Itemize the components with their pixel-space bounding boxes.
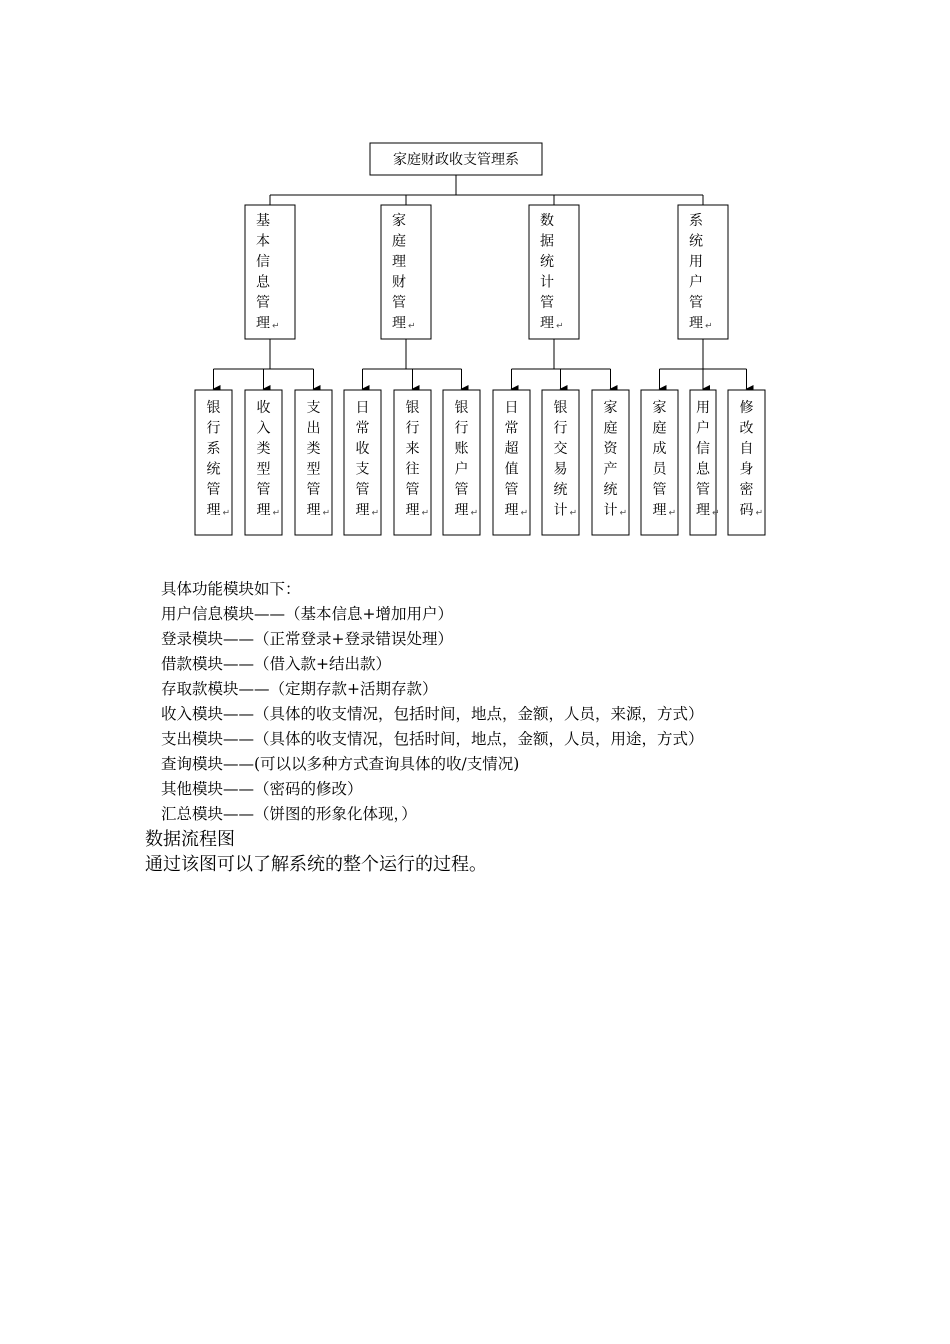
leaf-3-2-label-char: 计 (553, 502, 568, 519)
leaf-2-2-label-char: 管 (405, 482, 420, 498)
leaf-1-2-label-char: 类 (256, 441, 271, 457)
leaf-3-2-label-char: 行 (553, 420, 568, 437)
leaf-1-3-label-char: 类 (306, 441, 321, 457)
leaf-1-3-label-char: 型 (306, 461, 321, 478)
leaf-4-2-label-char: 户 (696, 420, 710, 437)
leaf-1-1-label-char: 统 (206, 461, 221, 478)
leaf-4-1-label-char: 员 (652, 461, 667, 478)
group-4-label-char: 统 (689, 233, 703, 250)
leaf-4-1-label-char: 家 (652, 400, 667, 416)
group-4-label-char: 管 (689, 295, 703, 311)
leaf-2-3-label-char: 户 (454, 461, 469, 478)
module-line-4: 存取款模块——（定期存款+活期存款） (161, 680, 438, 698)
group-4-label-char: 用 (689, 254, 703, 270)
leaf-1-1-label-char: 管 (206, 482, 221, 498)
group-3-label-char: 管 (540, 295, 554, 311)
group-3-box (529, 205, 579, 339)
module-line-3: 借款模块——（借入款+结出款） (161, 655, 391, 673)
leaf-4-3-label-char: 修 (739, 400, 754, 416)
leaf-3-2-label-paragraph-mark: ↵ (569, 508, 578, 519)
leaf-3-1-label-char: 理 (504, 502, 519, 519)
leaf-3-1-label-char: 管 (504, 482, 519, 498)
module-line-1: 用户信息模块——（基本信息+增加用户） (161, 605, 453, 623)
leaf-4-3-label-char: 码 (739, 502, 754, 519)
leaf-2-1-label-paragraph-mark: ↵ (371, 508, 380, 519)
leaf-3-1-label-char: 常 (504, 420, 519, 437)
leaf-3-2-label-char: 交 (553, 441, 568, 457)
leaf-4-2-label-char: 信 (696, 441, 710, 457)
group-3-label-char: 据 (540, 233, 554, 250)
leaf-4-1-label-char: 庭 (652, 420, 667, 437)
leaf-3-3-label-paragraph-mark: ↵ (619, 508, 628, 519)
group-3-label-char: 数 (540, 213, 554, 229)
group-1-box (245, 205, 295, 339)
leaf-4-1-label-char: 管 (652, 482, 667, 498)
leaf-3-2-label-char: 银 (553, 400, 568, 416)
leaf-2-2-label-paragraph-mark: ↵ (421, 508, 430, 519)
leaf-1-3-label-char: 出 (306, 420, 321, 437)
leaf-3-3-label-char: 家 (603, 400, 618, 416)
leaf-2-1-label-char: 收 (355, 441, 370, 457)
group-1-label-char: 本 (256, 233, 270, 250)
leaf-1-2-label-char: 管 (256, 482, 271, 498)
leaf-1-2-label-char: 型 (256, 461, 271, 478)
module-line-6: 支出模块——（具体的收支情况，包括时间，地点，金额，人员，用途，方式） (161, 730, 704, 748)
leaf-3-1-label-paragraph-mark: ↵ (520, 508, 529, 519)
group-4-label-char: 系 (689, 213, 703, 229)
leaf-4-2-label-paragraph-mark: ↵ (712, 508, 720, 519)
leaf-2-1-label-char: 支 (355, 461, 370, 478)
leaf-2-2-label-char: 往 (405, 461, 420, 478)
group-1-label-char: 管 (256, 295, 270, 311)
group-4-label-char: 户 (689, 274, 703, 291)
leaf-4-2-label-char: 管 (696, 482, 710, 498)
leaf-1-3-label-paragraph-mark: ↵ (322, 508, 331, 519)
group-4-label-paragraph-mark: ↵ (705, 321, 713, 332)
leaf-4-3-label-paragraph-mark: ↵ (755, 508, 764, 519)
group-2-box (381, 205, 431, 339)
group-3-label-char: 计 (540, 274, 554, 291)
leaf-1-2-label-char: 理 (256, 502, 271, 519)
group-2-label-char: 家 (392, 213, 406, 229)
leaf-1-2-label-char: 收 (256, 400, 271, 416)
leaf-2-3-label-char: 管 (454, 482, 469, 498)
group-4-box (678, 205, 728, 339)
leaf-4-2-label-char: 理 (696, 502, 710, 519)
leaf-1-1-label-char: 行 (206, 420, 221, 437)
leaf-3-3-label-char: 统 (603, 482, 618, 498)
leaf-4-1-label-char: 理 (652, 502, 667, 519)
leaf-3-1-label-char: 日 (504, 400, 519, 416)
leaf-3-3-label-char: 产 (603, 461, 618, 478)
leaf-2-1-label-char: 常 (355, 420, 370, 437)
group-2-label-paragraph-mark: ↵ (408, 321, 416, 332)
leaf-2-3-label-paragraph-mark: ↵ (470, 508, 479, 519)
group-1-label-char: 息 (256, 274, 270, 291)
module-line-2: 登录模块——（正常登录+登录错误处理） (161, 630, 453, 648)
module-line-7: 查询模块——(可以以多种方式查询具体的收/支情况) (161, 755, 520, 773)
group-2-label-char: 管 (392, 295, 406, 311)
leaf-2-2-label-char: 来 (405, 441, 420, 457)
leaf-1-1-label-char: 银 (206, 400, 221, 416)
leaf-3-2-label-char: 易 (553, 461, 568, 478)
group-2-label-char: 庭 (392, 233, 406, 250)
leaf-4-3-label-char: 自 (739, 441, 754, 457)
leaf-2-3-label-char: 理 (454, 502, 469, 519)
leaf-2-2-label-char: 理 (405, 502, 420, 519)
leaf-1-3-label-char: 管 (306, 482, 321, 498)
leaf-3-3-label-char: 庭 (603, 420, 618, 437)
group-3-label-char: 理 (540, 315, 554, 332)
module-line-9: 汇总模块——（饼图的形象化体现，） (161, 805, 417, 823)
leaf-1-2-label-char: 入 (256, 420, 271, 437)
leaf-4-3-label-char: 身 (739, 461, 754, 478)
leaf-4-3-label-char: 密 (739, 482, 754, 498)
group-1-label-char: 基 (256, 213, 270, 229)
leaf-3-3-label-char: 计 (603, 502, 618, 519)
leaf-4-2-label-char: 息 (696, 461, 710, 478)
group-3-label-char: 统 (540, 254, 554, 270)
module-line-8: 其他模块——（密码的修改） (161, 780, 363, 798)
leaf-1-3-label-char: 理 (306, 502, 321, 519)
leaf-2-1-label-char: 日 (355, 400, 370, 416)
leaf-4-1-label-char: 成 (652, 441, 667, 457)
group-1-label-char: 理 (256, 315, 270, 332)
group-1-label-paragraph-mark: ↵ (272, 321, 280, 332)
leaf-3-3-label-char: 资 (603, 441, 618, 457)
leaf-2-2-label-char: 行 (405, 420, 420, 437)
leaf-4-1-label-paragraph-mark: ↵ (668, 508, 677, 519)
function-structure-diagram (0, 0, 950, 560)
group-4-label-char: 理 (689, 315, 703, 332)
leaf-2-1-label-char: 理 (355, 502, 370, 519)
leaf-2-3-label-char: 银 (454, 400, 469, 416)
leaf-1-1-label-paragraph-mark: ↵ (222, 508, 231, 519)
leaf-1-3-label-char: 支 (306, 400, 321, 416)
module-line-5: 收入模块——（具体的收支情况，包括时间，地点，金额，人员，来源，方式） (161, 705, 704, 723)
leaf-2-2-label-char: 银 (405, 400, 420, 416)
leaf-3-2-label-char: 统 (553, 482, 568, 498)
leaf-4-3-label-char: 改 (739, 420, 754, 437)
section-description: 通过该图可以了解系统的整个运行的过程。 (145, 854, 487, 875)
section-heading: 数据流程图 (145, 829, 235, 850)
leaf-1-1-label-char: 系 (206, 441, 221, 457)
leaf-1-2-label-paragraph-mark: ↵ (272, 508, 281, 519)
group-1-label-char: 信 (256, 254, 270, 270)
intro-text: 具体功能模块如下： (161, 580, 301, 598)
group-2-label-char: 理 (392, 254, 406, 270)
group-2-label-char: 理 (392, 315, 406, 332)
leaf-2-3-label-char: 行 (454, 420, 469, 437)
root-node-label: 家庭财政收支管理系 (393, 152, 519, 168)
leaf-4-2-label-char: 用 (696, 400, 710, 416)
leaf-3-1-label-char: 超 (504, 441, 519, 457)
group-2-label-char: 财 (392, 274, 406, 291)
leaf-2-1-label-char: 管 (355, 482, 370, 498)
group-3-label-paragraph-mark: ↵ (556, 321, 564, 332)
leaf-2-3-label-char: 账 (454, 441, 469, 457)
leaf-3-1-label-char: 值 (504, 461, 519, 478)
leaf-1-1-label-char: 理 (206, 502, 221, 519)
